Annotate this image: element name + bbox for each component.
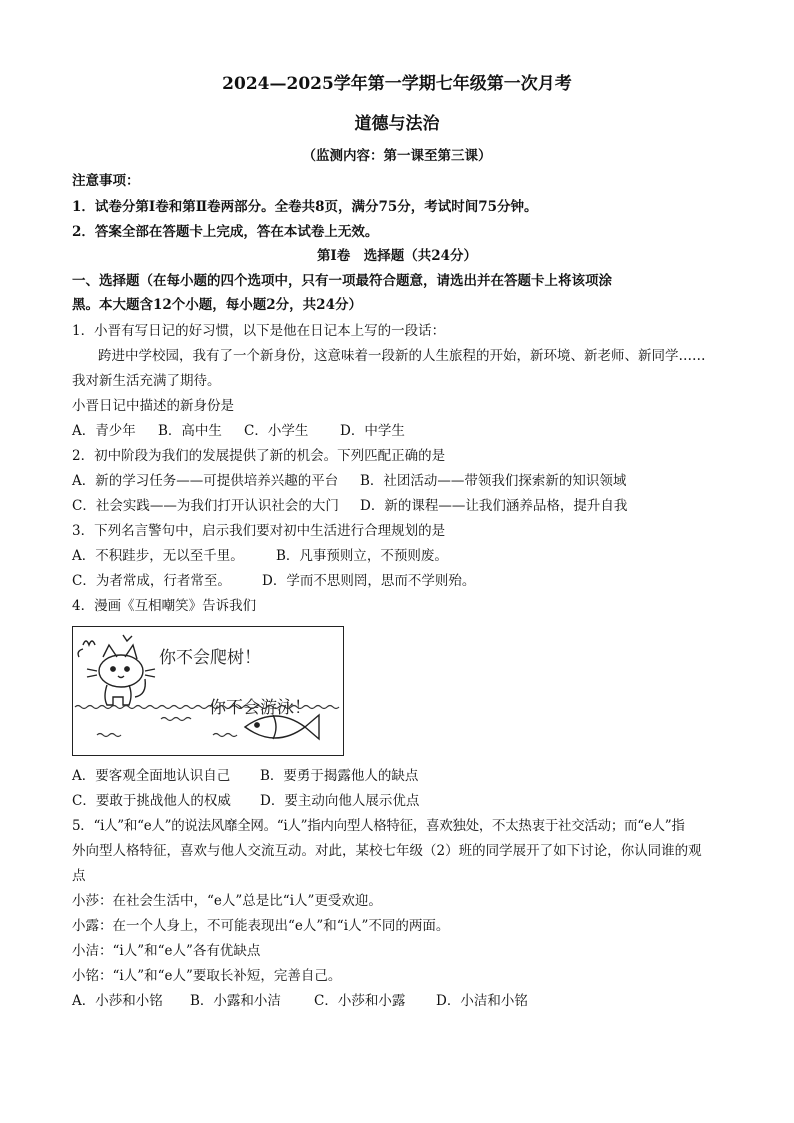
question-2-stem: 2．初中阶段为我们的发展提供了新的机会。下列匹配正确的是 [72, 448, 446, 464]
notice-item: 2．答案全部在答题卡上完成，答在本试卷上无效。 [72, 224, 379, 240]
fish-speech: 你不会游泳！ [209, 698, 311, 718]
question-5-view: 小露：在一个人身上，不可能表现出“e人”和“i人”不同的两面。 [72, 918, 450, 934]
question-5-stem: 外向型人格特征，喜欢与他人交流互动。对此，某校七年级（2）班的同学展开了如下讨论，你认同谁的观 [72, 843, 702, 859]
question-5-view: 小莎：在社会生活中，“e人”总是比“i人”更受欢迎。 [72, 893, 382, 909]
option-c: C．为者常成，行者常至。 [72, 573, 231, 589]
question-1-ask: 小晋日记中描述的新身份是 [72, 398, 234, 414]
notice-heading: 注意事项： [72, 173, 140, 189]
option-a: A．新的学习任务——可提供培养兴趣的平台 [72, 473, 339, 489]
question-3-stem: 3．下列名言警句中，启示我们要对初中生活进行合理规划的是 [72, 523, 446, 539]
question-3-options [72, 571, 475, 591]
exam-scope: （监测内容：第一课至第三课） [302, 148, 492, 164]
option-d: D．要主动向他人展示优点 [260, 793, 420, 809]
exam-title: 2024—2025学年第一学期七年级第一次月考 [222, 74, 572, 94]
option-d: D．学而不思则罔，思而不学则殆。 [262, 573, 476, 589]
question-2-options [72, 471, 626, 491]
option-d: D．中学生 [340, 423, 405, 439]
option-b: B．要勇于揭露他人的缺点 [260, 768, 419, 784]
fish-icon [245, 715, 319, 739]
option-c: C．小莎和小露 [314, 993, 406, 1009]
question-2-options [72, 496, 627, 516]
question-4-options [72, 791, 419, 811]
cat-speech: 你不会爬树！ [159, 648, 261, 668]
option-c: C．要敢于挑战他人的权威 [72, 793, 231, 809]
section-instructions: 黑。本大题含12个小题，每小题2分，共24分） [72, 297, 362, 313]
option-b: B．小露和小洁 [190, 993, 281, 1009]
notice-item: 1．试卷分第Ⅰ卷和第Ⅱ卷两部分。全卷共8页，满分75分，考试时间75分钟。 [72, 199, 538, 215]
comic-mutual-mockery [72, 626, 344, 756]
option-b: B．社团活动——带领我们探索新的知识领域 [360, 473, 627, 489]
question-5-view: 小铭：“i人”和“e人”要取长补短，完善自己。 [72, 968, 342, 984]
section-instructions: 一、选择题（在每小题的四个选项中，只有一项最符合题意，请选出并在答题卡上将该项涂 [72, 273, 612, 289]
question-4-stem: 4．漫画《互相嘲笑》告诉我们 [72, 598, 257, 614]
option-d: D．新的课程——让我们涵养品格，提升自我 [360, 498, 628, 514]
option-a: A．要客观全面地认识自己 [72, 768, 231, 784]
part1-heading: 第Ⅰ卷 选择题（共24分） [316, 248, 478, 264]
option-a: A．小莎和小铭 [72, 993, 163, 1009]
option-c: C．小学生 [244, 423, 309, 439]
question-1-quote: 我对新生活充满了期待。 [72, 373, 221, 389]
question-3-options [72, 546, 448, 566]
option-b: B．凡事预则立，不预则废。 [276, 548, 448, 564]
question-5-stem: 5．“i人”和“e人”的说法风靡全网。“i人”指内向型人格特征，喜欢独处，不太热衷于社交活动；而“e人”指 [72, 818, 685, 834]
question-1-stem: 1．小晋有写日记的好习惯，以下是他在日记本上写的一段话： [72, 323, 446, 339]
question-5-view: 小洁：“i人”和“e人”各有优缺点 [72, 943, 261, 959]
option-a: A．不积跬步，无以至千里。 [72, 548, 244, 564]
option-a: A．青少年 [72, 423, 136, 439]
subject-title: 道德与法治 [354, 114, 440, 134]
question-4-options [72, 766, 418, 786]
question-5-options [72, 991, 528, 1011]
option-c: C．社会实践——为我们打开认识社会的大门 [72, 498, 339, 514]
question-5-stem: 点 [72, 868, 86, 884]
option-b: B．高中生 [158, 423, 222, 439]
question-1-quote: 跨进中学校园，我有了一个新身份，这意味着一段新的人生旅程的开始，新环境、新老师、新同学…… [98, 348, 706, 364]
cat-icon [78, 635, 155, 705]
question-1-options [72, 421, 405, 441]
option-d: D．小洁和小铭 [436, 993, 528, 1009]
